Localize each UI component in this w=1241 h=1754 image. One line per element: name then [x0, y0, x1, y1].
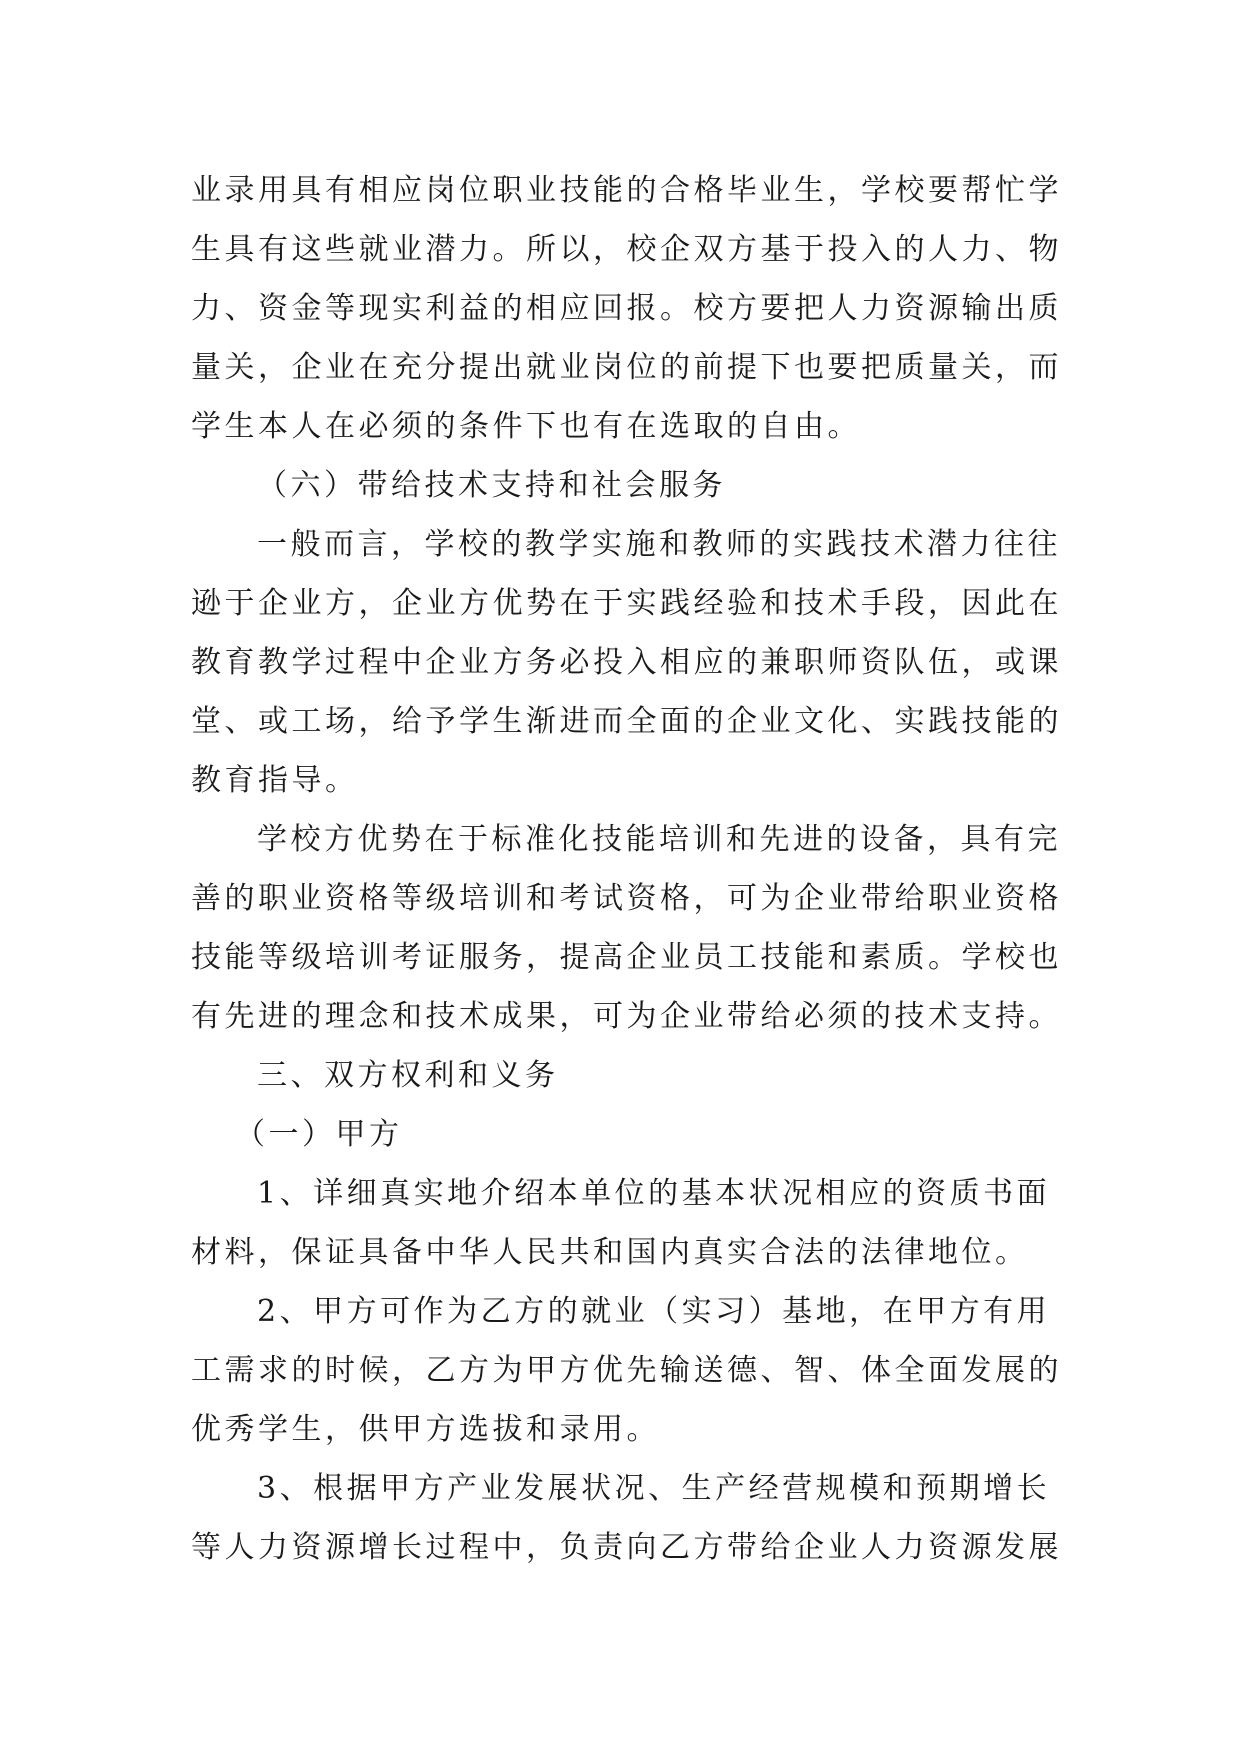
paragraph-line: 2、甲方可作为乙方的就业（实习）基地，在甲方有用 — [257, 1294, 1051, 1329]
paragraph-line: 教育教学过程中企业方务必投入相应的兼职师资队伍，或课 — [191, 645, 1062, 680]
paragraph-line: 3、根据甲方产业发展状况、生产经营规模和预期增长 — [257, 1471, 1051, 1506]
paragraph-line: 工需求的时候，乙方为甲方优先输送德、智、体全面发展的 — [191, 1353, 1062, 1388]
paragraph-line: 材料，保证具备中华人民共和国内真实合法的法律地位。 — [191, 1235, 1029, 1270]
paragraph-line: 学生本人在必须的条件下也有在选取的自由。 — [191, 409, 861, 444]
paragraph-line: 善的职业资格等级培训和考试资格，可为企业带给职业资格 — [191, 881, 1062, 916]
paragraph-line: 生具有这些就业潜力。所以，校企双方基于投入的人力、物 — [191, 232, 1062, 267]
section-heading: 三、双方权利和义务 — [257, 1058, 559, 1093]
paragraph-line: 技能等级培训考证服务，提高企业员工技能和素质。学校也 — [191, 940, 1062, 975]
subsection-heading: （一）甲方 — [235, 1117, 403, 1152]
paragraph-line: 力、资金等现实利益的相应回报。校方要把人力资源输出质 — [191, 291, 1062, 326]
paragraph-line: 等人力资源增长过程中，负责向乙方带给企业人力资源发展 — [191, 1530, 1062, 1565]
paragraph-line: 教育指导。 — [191, 763, 359, 798]
paragraph-line: 业录用具有相应岗位职业技能的合格毕业生，学校要帮忙学 — [191, 173, 1062, 208]
paragraph-line: 1、详细真实地介绍本单位的基本状况相应的资质书面 — [257, 1176, 1051, 1211]
document-body — [191, 161, 1081, 1577]
paragraph-line: 优秀学生，供甲方选拔和录用。 — [191, 1412, 660, 1447]
paragraph-line: 逊于企业方，企业方优势在于实践经验和技术手段，因此在 — [191, 586, 1062, 621]
section-heading: （六）带给技术支持和社会服务 — [257, 468, 726, 503]
paragraph-line: 一般而言，学校的教学实施和教师的实践技术潜力往往 — [257, 527, 1061, 562]
paragraph-line: 量关，企业在充分提出就业岗位的前提下也要把质量关，而 — [191, 350, 1062, 385]
paragraph-line: 堂、或工场，给予学生渐进而全面的企业文化、实践技能的 — [191, 704, 1062, 739]
paragraph-line: 有先进的理念和技术成果，可为企业带给必须的技术支持。 — [191, 999, 1062, 1034]
paragraph-line: 学校方优势在于标准化技能培训和先进的设备，具有完 — [257, 822, 1061, 857]
